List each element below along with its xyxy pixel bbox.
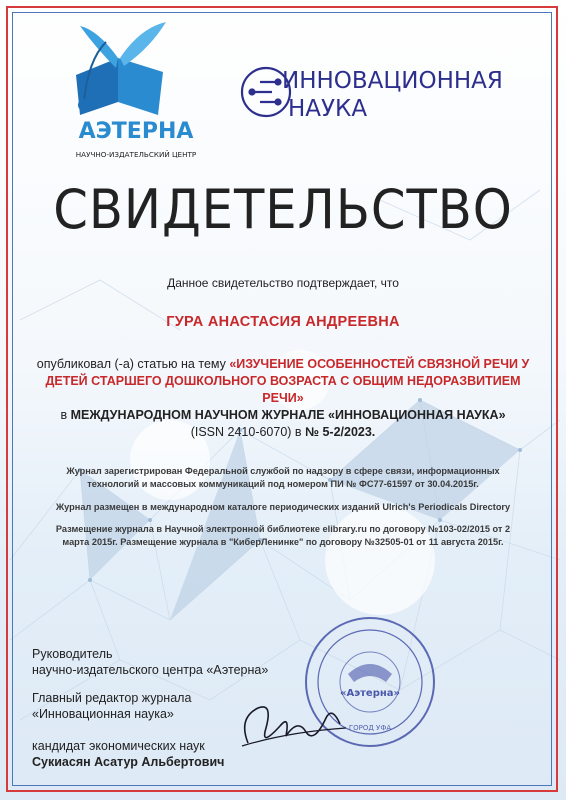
signatory-name: Сукиасян Асатур Альбертович <box>32 755 225 769</box>
library-info: Размещение журнала в Научной электронной библиотеке elibrary.ru по договору №103-02/2015 от 2 марта 2015г. Размещение журнала в "КиберЛенинке" по договору №32505-01 от 11 августа 2015г. <box>55 524 511 547</box>
innovation-science-logo <box>238 52 508 132</box>
issn-text: (ISSN 2410-6070) в <box>190 425 306 439</box>
aeterna-subtitle: НАУЧНО-ИЗДАТЕЛЬСКИЙ ЦЕНТР <box>75 150 197 159</box>
issue-number: № 5-2/2023. <box>305 425 376 439</box>
editor-title-1: Главный редактор журнала <box>32 691 192 705</box>
publication-prefix: опубликовал (-а) статью на тему <box>36 357 230 371</box>
article-topic: «ИЗУЧЕНИЕ ОСОБЕННОСТЕЙ СВЯЗНОЙ РЕЧИ У ДЕТЕЙ СТАРШЕГО ДОШКОЛЬНОГО ВОЗРАСТА С ОБЩИМ НЕДОРАЗВИТИЕМ РЕЧИ» <box>45 357 530 405</box>
aeterna-logo <box>58 20 208 170</box>
journal-prefix: в <box>60 408 71 422</box>
signatory-title-2: научно-издательского центра «Аэтерна» <box>32 663 269 677</box>
book-quill-logo-icon <box>58 20 208 170</box>
journal-name: МЕЖДУНАРОДНОМ НАУЧНОМ ЖУРНАЛЕ «ИННОВАЦИОННАЯ НАУКА» <box>70 408 506 422</box>
publication-block <box>30 356 536 441</box>
handwritten-signature <box>228 688 358 758</box>
registration-info: Журнал зарегистрирован Федеральной службой по надзору в сфере связи, информационных технологий и массовых коммуникаций под номером ПИ № ФС77-61597 от 30.04.2015г. <box>66 466 500 489</box>
certificate-title: СВИДЕТЕЛЬСТВО <box>53 178 513 241</box>
intro-text: Данное свидетельство подтверждает, что <box>167 276 399 290</box>
academic-degree: кандидат экономических наук <box>32 739 205 753</box>
innovation-line1: ИННОВАЦИОННАЯ <box>282 68 503 94</box>
editor-title-2: «Инновационная наука» <box>32 707 174 721</box>
stamp-center-text: «Аэтерна» <box>340 688 400 699</box>
stamp-bottom-text: ГОРОД УФА <box>348 724 392 732</box>
innovation-line2: НАУКА <box>288 96 368 122</box>
aeterna-name: АЭТЕРНА <box>78 119 194 144</box>
recipient-name: ГУРА АНАСТАСИЯ АНДРЕЕВНА <box>166 314 400 330</box>
circuit-letter-logo-icon <box>238 52 508 132</box>
signatory-title-1: Руководитель <box>32 647 113 661</box>
catalog-info: Журнал размещен в международном каталоге периодических изданий Ulrich's Periodicals Directory <box>55 502 511 512</box>
